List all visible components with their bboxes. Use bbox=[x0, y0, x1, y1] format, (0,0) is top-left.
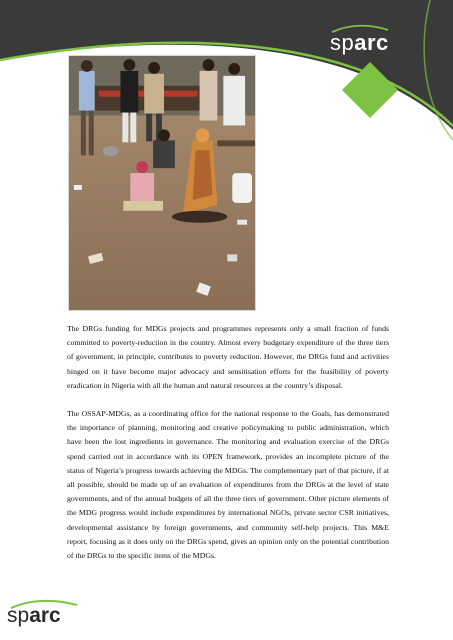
body-text bbox=[67, 322, 389, 577]
brand-logo-prefix: sp bbox=[330, 30, 355, 55]
paragraph-1: The DRGs funding for MDGs projects and programmes represents only a small fraction of funds committed to poverty-reduction in the country. Almost every budgetary expenditure of the three tiers of government, in principle, contributes to poverty reduction. However, the DRGs fund and activities hinged on it have become major advocacy and sensitisation efforts for the feasibility of poverty eradication in Nigeria with all the human and natural resources at the country’s disposal. bbox=[67, 324, 389, 390]
footer-logo-text bbox=[7, 604, 61, 628]
brand-logo bbox=[330, 30, 389, 56]
footer-logo bbox=[7, 598, 87, 634]
paragraph-2: The OSSAP-MDGs, as a coordinating office for the national response to the Goals, has demonstrated the importance of planning, monitoring and creative policymaking to public administration, which have been the lost ingredients in governance. The monitoring and evaluation exercise of the DRGs spend carried out in accordance with its OPEN framework, provides an incomplete picture of the status of Nigeria’s progress towards achieving the MDGs. The complementary part of that picture, if at all possible, should be made up of an evaluation of expenditures from the DRGs at the level of state governments, and of the annual budgets of all the three tiers of government. Other picture elements of the MDG progress would include expenditures by international NGOs, private sector CSR initiatives, developmental assistance by foreign governments, and community self-help projects. This M&E report, focusing as it does only on the DRGs spend, gives an opinion only on the potential contribution of the DRGs to the specific items of the MDGs. bbox=[67, 409, 389, 561]
logo-swoosh-icon bbox=[330, 24, 390, 34]
footer-logo-prefix: sp bbox=[7, 604, 30, 627]
brand-logo-suffix: arc bbox=[354, 30, 389, 55]
footer-logo-suffix: arc bbox=[29, 604, 61, 627]
market-scene-photo bbox=[68, 55, 256, 311]
